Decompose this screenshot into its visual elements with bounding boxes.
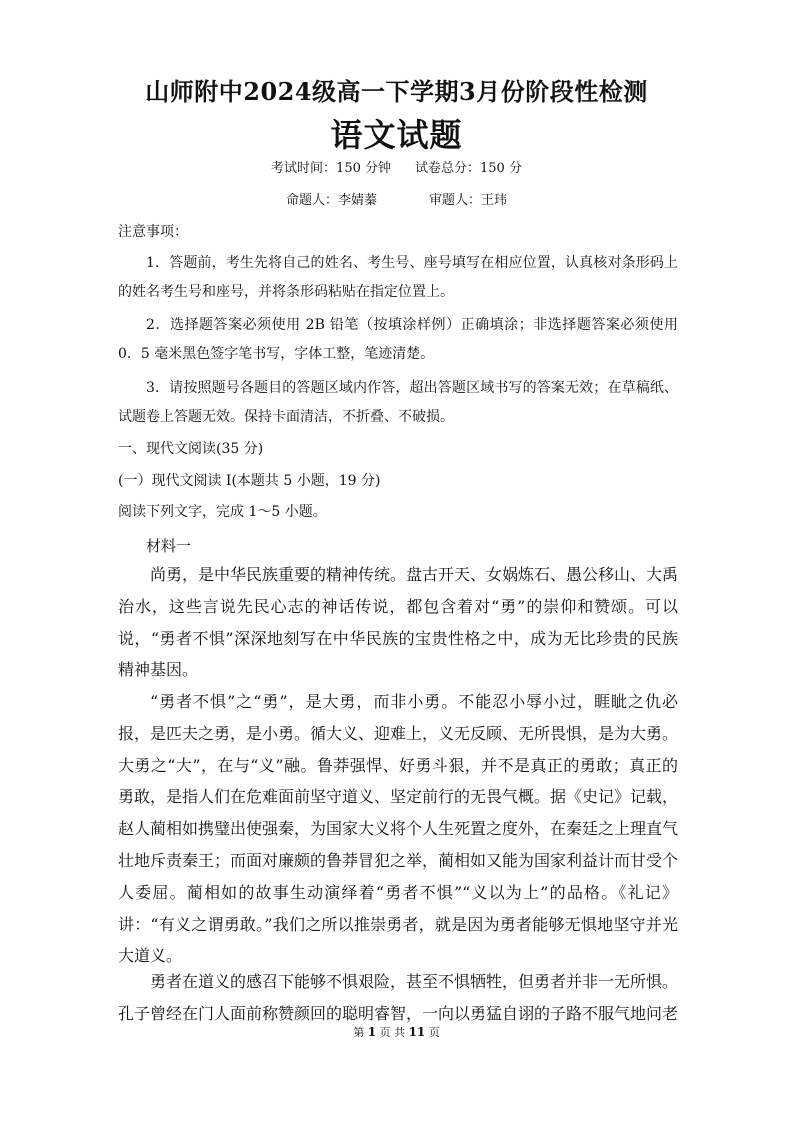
notice-heading: 注意事项： [118, 224, 188, 240]
reading-instruction: 阅读下列文字，完成 1～5 小题。 [118, 504, 327, 520]
exam-time: 考试时间：150 分钟 [271, 161, 391, 176]
page-number: 1 [367, 1025, 377, 1039]
exam-info-line [0, 157, 793, 176]
total-score: 试卷总分：150 分 [415, 161, 522, 176]
section-heading: 一、现代文阅读(35 分) [118, 441, 264, 457]
authors-line [0, 189, 793, 208]
passage-paragraph: 尚勇，是中华民族重要的精神传统。盘古开天、女娲炼石、愚公移山、大禹治水，这些言说先民心志的神话传说，都包含着对“勇”的崇仰和赞颂。可以说，“勇者不惧”深深地刻写在中华民族的宝贵性格之中，成为无比珍贵的民族精神基因。 [118, 565, 679, 680]
setter: 命题人：李婧蓁 [285, 193, 377, 208]
notice-item-3: 3．请按照题号各题目的答题区域内作答，超出答题区域书写的答案无效；在草稿纸、试题卷上答题无效。保持卡面清洁，不折叠、不破损。 [118, 380, 678, 425]
notice-item-2: 2．选择题答案必须使用 2B 铅笔（按填涂样例）正确填涂；非选择题答案必须使用 0．5 毫米黑色签字笔书写，字体工整，笔迹清楚。 [118, 317, 678, 362]
page-total: 11 [408, 1025, 426, 1039]
exam-title: 山师附中2024级高一下学期3月份阶段性检测 [145, 77, 648, 106]
passage-paragraph: “勇者不惧”之“勇”，是大勇，而非小勇。不能忍小辱小过，睚眦之仇必报，是匹夫之勇，是小勇。循大义、迎难上，义无反顾、无所畏惧，是为大勇。大勇之“大”，在与“义”融。鲁莽强悍、好勇斗狠，并不是真正的勇敢；真正的勇敢，是指人们在危难面前坚守道义、坚定前行的无畏气概。据《史记》记载，赵人蔺相如携璧出使强秦，为国家大义将个人生死置之度外，在秦廷之上理直气壮地斥责秦王；而面对廉颇的鲁莽冒犯之举，蔺相如又能为国家利益计而甘受个人委屈。蔺相如的故事生动演绎着“勇者不惧”“义以为上”的品格。《礼记》讲：“有义之谓勇敢。”我们之所以推崇勇者，就是因为勇者能够无惧地坚守并光大道义。 [118, 692, 679, 966]
reviewer: 审题人：王玮 [429, 193, 508, 208]
material-label: 材料一 [146, 537, 192, 555]
subject-title: 语文试题 [330, 116, 463, 154]
subsection-heading: (一）现代文阅读 I(本题共 5 小题，19 分) [118, 473, 381, 489]
notice-item-1: 1．答题前，考生先将自己的姓名、考生号、座号填写在相应位置，认真核对条形码上的姓名考生号和座号，并将条形码粘贴在指定位置上。 [118, 255, 678, 300]
page-footer: 第 1 页 共 11 页 [353, 1025, 440, 1039]
passage-paragraph: 勇者在道义的感召下能够不惧艰险，甚至不惧牺牲，但勇者并非一无所惧。孔子曾经在门人面前称赞颜回的聪明睿智，一向以勇猛自诩的子路不服气地问老 [118, 972, 679, 1023]
